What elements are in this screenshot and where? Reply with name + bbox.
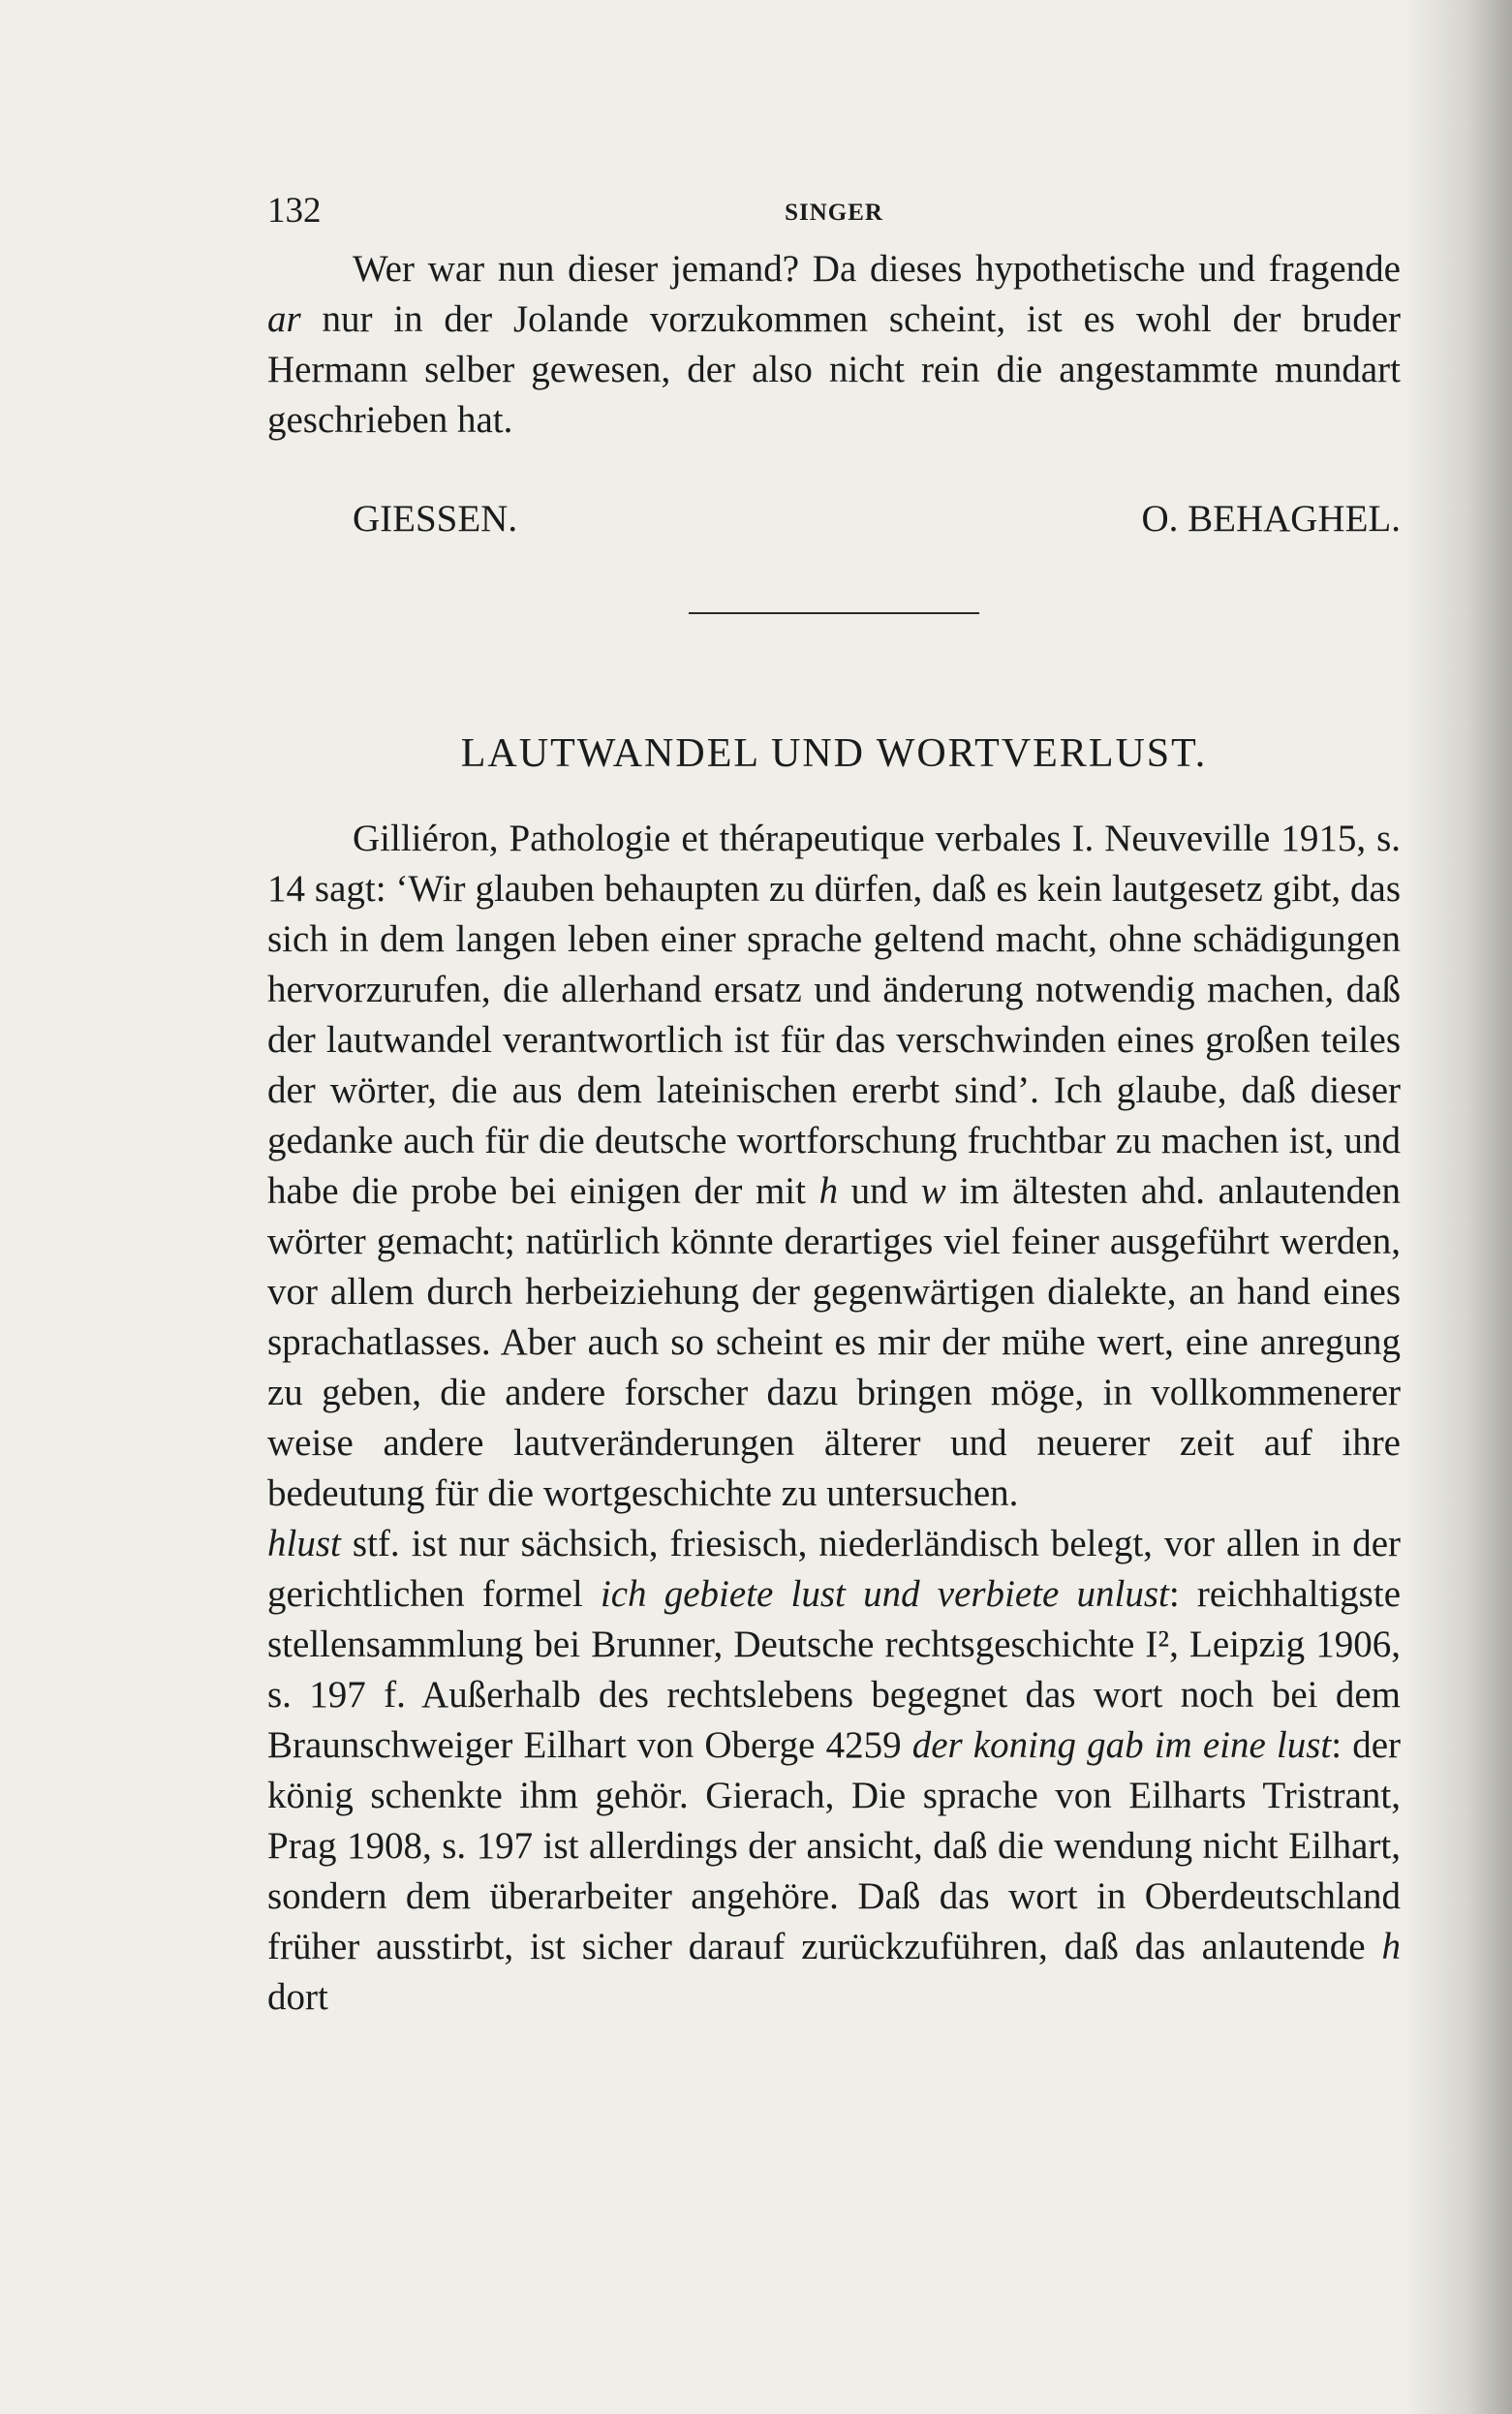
- text-span: stf. ist nur sächsich, friesisch, niederländisch belegt, vor allen in der gerichtlichen formel: [267, 1523, 1401, 1615]
- text-span: Gilliéron, Pathologie et thérapeutique verbales I. Neuveville 1915, s. 14 sagt: ‘Wir glauben behaupten zu dürfen, daß es kein lautgesetz gibt, das sich in dem langen leben einer sprache geltend macht, ohne schädigungen hervorzurufen, die allerhand ersatz und änderung notwendig machen, daß der lautwandel verantwortlich ist für das verschwinden eines großen teiles der wörter, die aus dem lateinischen ererbt sind’. Ich glaube, daß dieser gedanke auch für die deutsche wortforschung fruchtbar zu machen ist, und habe die probe bei einigen der mit: [267, 818, 1401, 1212]
- text-span: : reichhaltigste stellensammlung bei Brunner, Deutsche rechtsgeschichte I², Leipzig 1906, s. 197 f. Außerhalb des rechtslebens begegnet das wort noch bei dem Braunschweiger Eilhart von Oberge 4259: [267, 1573, 1401, 1766]
- text-span: nur in der Jolande vorzukommen scheint, ist es wohl der bruder Hermann selber gewesen, der also nicht rein die angestammte mundart geschrieben hat.: [267, 298, 1401, 441]
- italic-headword: hlust: [267, 1523, 341, 1564]
- article-paragraph-2: [267, 1519, 1401, 2023]
- signature-author: O. BEHAGHEL.: [1141, 498, 1401, 540]
- text-span: Wer war nun dieser jemand? Da dieses hypothetische und fragende: [353, 248, 1401, 290]
- text-span: : der könig schenkte ihm gehör. Gierach, Die sprache von Eilharts Tristrant, Prag 1908, s. 197 ist allerdings der ansicht, daß die wendung nicht Eilhart, sondern dem überarbeiter angehöre. Daß das wort in Oberdeutschland früher ausstirbt, ist sicher darauf zurückzuführen, daß das anlautende: [267, 1724, 1402, 1967]
- text-span: dort: [267, 1976, 328, 2018]
- italic-term: ar: [267, 298, 301, 340]
- page-header: [267, 190, 1401, 244]
- italic-quote: ich gebiete lust und verbiete unlust: [600, 1573, 1169, 1615]
- text-block: [267, 190, 1401, 2023]
- page-number: 132: [267, 191, 322, 231]
- italic-quote: der koning gab im eine lust: [911, 1724, 1332, 1766]
- italic-term: h: [1381, 1926, 1401, 1967]
- running-head: SINGER: [785, 200, 883, 226]
- italic-term: h: [818, 1170, 839, 1212]
- signature-place: GIESSEN.: [353, 498, 518, 540]
- text-span: und: [838, 1170, 921, 1212]
- intro-paragraph: [267, 244, 1401, 446]
- article-paragraph-1: [267, 814, 1401, 1519]
- italic-term: w: [920, 1170, 946, 1212]
- section-divider: [689, 612, 979, 614]
- text-span: im ältesten ahd. anlautenden wörter gemacht; natürlich könnte derartiges viel feiner ausgeführt werden, vor allem durch herbeiziehung der gegenwärtigen dialekte, an hand eines sprachatlasses. Aber auch so scheint es mir der mühe wert, eine anregung zu geben, die andere forscher dazu bringen möge, in vollkommenerer weise andere lautveränderungen älterer und neuerer zeit auf ihre bedeutung für die wortgeschichte zu untersuchen.: [267, 1170, 1401, 1514]
- article-title: LAUTWANDEL UND WORTVERLUST.: [460, 731, 1208, 776]
- signature-line: [267, 494, 1401, 544]
